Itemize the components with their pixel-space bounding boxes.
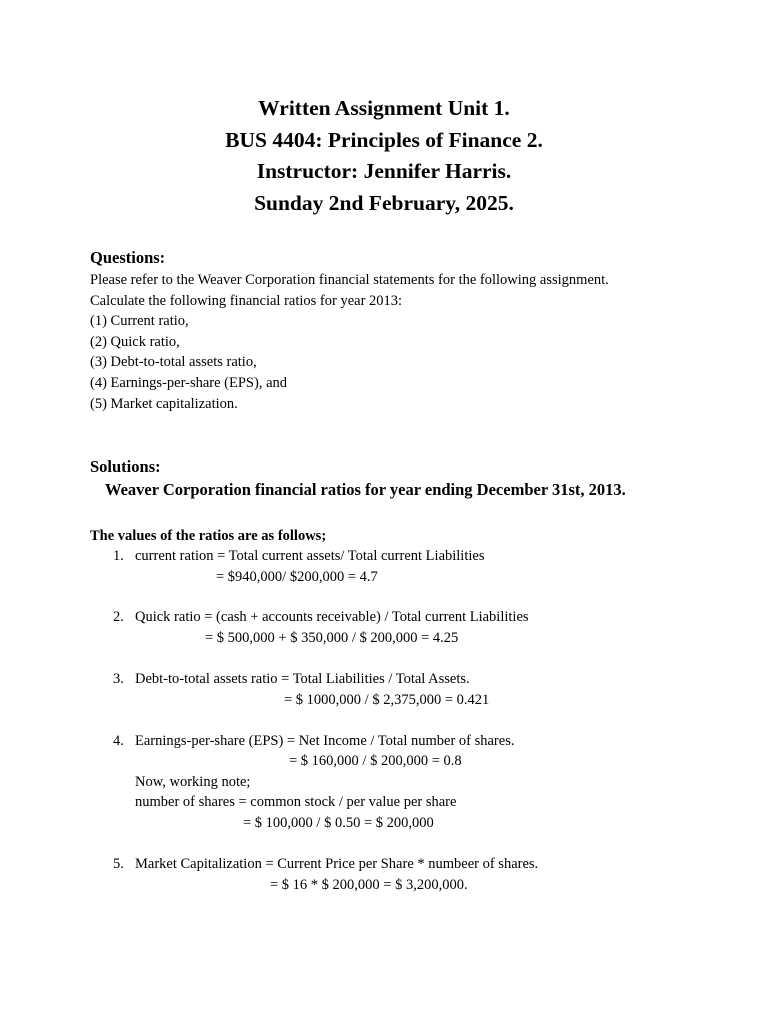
question-line: (1) Current ratio,: [90, 313, 189, 330]
ratio-result: = $ 1000,000 / $ 2,375,000 = 0.421: [284, 692, 490, 708]
course-title: BUS 4404: Principles of Finance 2.: [225, 127, 543, 152]
title-block: [0, 93, 768, 219]
question-line: (5) Market capitalization.: [90, 395, 238, 412]
item-number: 4.: [113, 733, 124, 749]
ratio-formula: Debt-to-total assets ratio = Total Liabilities / Total Assets.: [135, 671, 470, 687]
question-line: (2) Quick ratio,: [90, 333, 180, 350]
question-line: (3) Debt-to-total assets ratio,: [90, 354, 257, 371]
question-line: Calculate the following financial ratios for year 2013:: [90, 292, 403, 309]
item-number: 2.: [113, 609, 124, 625]
questions-body: [90, 270, 609, 414]
date-line: Sunday 2nd February, 2025.: [254, 190, 514, 215]
question-line: (4) Earnings-per-share (EPS), and: [90, 374, 288, 391]
questions-heading: Questions:: [90, 248, 166, 267]
ratio-formula: Market Capitalization = Current Price per Share * numbeer of shares.: [135, 856, 539, 872]
working-note-formula: number of shares = common stock / per value per share: [135, 794, 457, 810]
working-note-result: = $ 100,000 / $ 0.50 = $ 200,000: [243, 815, 434, 831]
solutions-intro: The values of the ratios are as follows;: [90, 528, 327, 544]
item-number: 1.: [113, 548, 124, 564]
solutions-subtitle: Weaver Corporation financial ratios for year ending December 31st, 2013.: [105, 480, 626, 499]
solutions-heading: Solutions:: [90, 457, 161, 476]
assignment-title: Written Assignment Unit 1.: [258, 96, 510, 120]
ratio-result: = $ 160,000 / $ 200,000 = 0.8: [289, 753, 462, 769]
ratio-formula: current ration = Total current assets/ Total current Liabilities: [135, 548, 485, 564]
ratio-result: = $ 16 * $ 200,000 = $ 3,200,000.: [270, 877, 468, 893]
ratio-result: = $940,000/ $200,000 = 4.7: [216, 569, 378, 585]
ratio-formula: Quick ratio = (cash + accounts receivable) / Total current Liabilities: [135, 609, 529, 625]
question-line: Please refer to the Weaver Corporation financial statements for the following assignment.: [90, 272, 609, 288]
working-note-heading: Now, working note;: [135, 774, 251, 790]
instructor-line: Instructor: Jennifer Harris.: [256, 159, 512, 183]
ratio-result: = $ 500,000 + $ 350,000 / $ 200,000 = 4.25: [205, 630, 459, 646]
ratio-formula: Earnings-per-share (EPS) = Net Income / Total number of shares.: [135, 733, 515, 749]
item-number: 5.: [113, 856, 124, 872]
item-number: 3.: [113, 671, 124, 687]
